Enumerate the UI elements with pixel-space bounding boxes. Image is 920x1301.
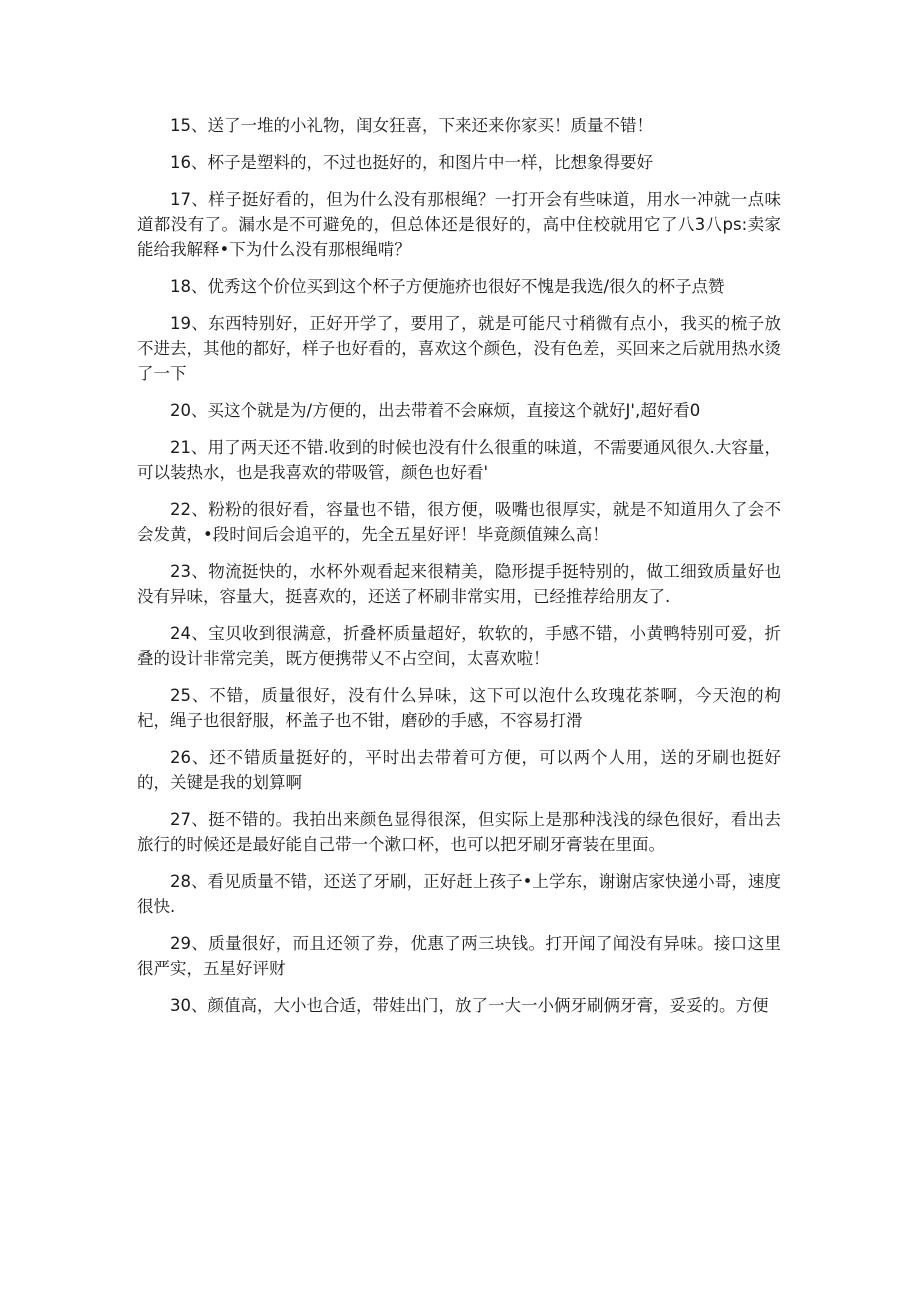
review-item-26: 26、还不错质量挺好的，平时出去带着可方便，可以两个人用，送的牙刷也挺好的，关键是我的划算啊 [137, 748, 781, 792]
review-item-22: 22、粉粉的很好看，容量也不错，很方便，吸嘴也很厚实，就是不知道用久了会不会发黄，•段时间后会追平的，先全五星好评！毕竟颜值辣么高！ [137, 500, 781, 544]
review-item-21: 21、用了两天还不错.收到的时候也没有什么很重的味道，不需要通风很久.大容量，可以装热水，也是我喜欢的带吸管，颜色也好看' [137, 438, 781, 482]
review-item-15: 15、送了一堆的小礼物，闺女狂喜，下来还来你家买！质量不错！ [170, 116, 653, 135]
review-list [137, 113, 781, 1030]
review-item-29: 29、质量很好，而且还领了券，优惠了两三块钱。打开闻了闻没有异味。接口这里很严实，五星好评财 [137, 934, 781, 978]
review-item-30: 30、颜值高，大小也合适，带娃出门，放了一大一小俩牙刷俩牙膏，妥妥的。方便 [170, 996, 769, 1015]
review-item-23: 23、物流挺快的，水杯外观看起来很精美，隐形提手挺特别的，做工细致质量好也没有异味，容量大，挺喜欢的，还送了杯刷非常实用，已经推荐给朋友了. [137, 562, 781, 606]
review-item-24: 24、宝贝收到很满意，折叠杯质量超好，软软的，手感不错，小黄鸭特别可爱，折叠的设计非常完美，既方便携带乂不占空间，太喜欢啦！ [137, 624, 781, 668]
review-item-27: 27、挺不错的。我拍出来颜色显得很深，但实际上是那种浅浅的绿色很好，看出去旅行的时候还是最好能自己带一个漱口杯，也可以把牙刷牙膏装在里面。 [137, 810, 781, 854]
review-item-19: 19、东西特别好，正好开学了，要用了，就是可能尺寸稍微有点小，我买的梳子放不进去，其他的都好，样子也好看的，喜欢这个颜色，没有色差，买回来之后就用热水烫了一下 [137, 314, 781, 383]
review-item-20: 20、买这个就是为/方便的，出去带着不会麻烦，直接这个就好J',超好看0 [170, 401, 701, 420]
review-item-25: 25、不错，质量很好，没有什么异味，这下可以泡什么玫瑰花茶啊，今天泡的枸杞，绳子也很舒服，杯盖子也不钳，磨砂的手感，不容易打滑 [137, 686, 781, 730]
review-item-28: 28、看见质量不错，还送了牙刷，正好赶上孩子•上学东，谢谢店家快递小哥，速度很快. [137, 872, 781, 916]
review-item-17: 17、样子挺好看的，但为什么没有那根绳？一打开会有些味道，用水一冲就一点味道都没有了。漏水是不可避免的，但总体还是很好的，高中住校就用它了八3八ps:卖家能给我解释•下为什么没有那根绳啃？ [137, 190, 781, 259]
review-item-18: 18、优秀这个价位买到这个杯子方便施疥也很好不愧是我选/很久的杯子点赞 [170, 277, 725, 296]
review-item-16: 16、杯子是塑料的，不过也挺好的，和图片中一样，比想象得要好 [170, 153, 653, 172]
